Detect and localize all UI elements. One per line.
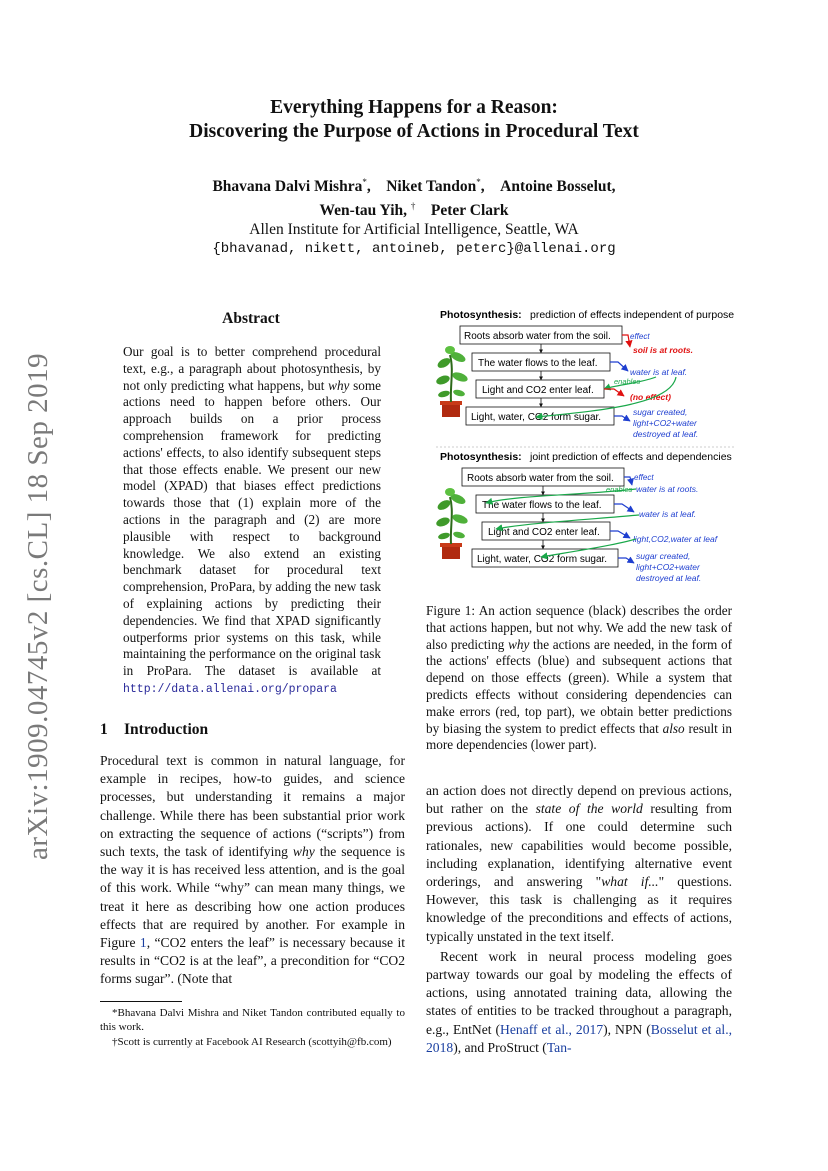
top-effect-label: effect bbox=[630, 332, 650, 341]
bottom-step-2: The water flows to the leaf. bbox=[482, 500, 602, 511]
top-effect-2: water is at leaf. bbox=[630, 367, 688, 377]
top-effect-4a: sugar created, bbox=[633, 407, 688, 417]
title-line-2: Discovering the Purpose of Actions in Procedural Text bbox=[189, 121, 639, 142]
top-step-4: Light, water, CO2 form sugar. bbox=[471, 412, 602, 423]
body-text: " questions. However, this task is challenging as it requires knowledge of the preconditions and effects of actions, typically unstated in the text itself. bbox=[426, 874, 733, 944]
top-step-1: Roots absorb water from the soil. bbox=[464, 331, 611, 342]
caption-text: the actions are needed, in the form of the actions' effects (blue) and subsequent actions that depend on those effects (green). While a system that predicts effects without considering dependencies can make errors (red, top part), we obtain better predictions by biasing the system to predict effects that bbox=[426, 636, 732, 736]
arxiv-identifier: arXiv:1909.04745v2 [cs.CL] 18 Sep 2019 bbox=[22, 352, 54, 860]
body-paragraph bbox=[426, 782, 732, 946]
figure-1-caption bbox=[426, 603, 732, 754]
bottom-effect-4b: light+CO2+water bbox=[636, 562, 700, 572]
footnote-equal-contribution: *Bhavana Dalvi Mishra and Niket Tandon contributed equally to this work. bbox=[100, 1007, 405, 1034]
figure-top-title-bold: Photosynthesis: bbox=[440, 309, 522, 321]
affiliation: Allen Institute for Artificial Intelligence, Seattle, WA bbox=[249, 221, 579, 239]
bottom-enables-label: enables bbox=[606, 485, 633, 494]
equal-contribution-mark: * bbox=[476, 177, 481, 187]
footnote-affiliation: †Scott is currently at Facebook AI Research (scottyih@fb.com) bbox=[112, 1035, 392, 1048]
top-step-3: Light and CO2 enter leaf. bbox=[482, 385, 594, 396]
plant-icon bbox=[436, 346, 469, 417]
bottom-effect-label: effect bbox=[634, 473, 654, 482]
top-effect-4b: light+CO2+water bbox=[633, 418, 697, 428]
top-enables-label: enables bbox=[614, 377, 641, 386]
top-step-2: The water flows to the leaf. bbox=[478, 358, 598, 369]
body-paragraph bbox=[426, 948, 732, 1057]
body-emphasis: what if... bbox=[601, 874, 659, 890]
author-emails: {bhavanad, nikett, antoineb, peterc}@allenai.org bbox=[212, 240, 616, 257]
abstract-text: some actions need to happen before others. Our approach builds on a prior process comprehension framework for predicting actions' effects, to also identify subsequent steps that those effects enable. We present our new model (XPAD) that biases effect predictions towards those that (1) explain more of the actions in the paragraph and (2) are more plausible with respect to background knowledge. We also extend an existing benchmark dataset for procedural text comprehension, ProPara, by adding the new task of explaining actions by predicting their dependencies. We find that XPAD significantly outperforms prior systems on this task, while maintaining the performance on the original task in ProPara. The dataset is available at bbox=[123, 377, 381, 679]
intro-paragraph-right bbox=[426, 782, 732, 1057]
affiliation-mark: † bbox=[410, 200, 416, 211]
author-block bbox=[0, 173, 828, 259]
caption-text: An action sequence (black) describes the order that actions happen, but not why. We add the new task of also predicting bbox=[426, 603, 732, 652]
body-text: ), NPN ( bbox=[603, 1021, 651, 1037]
body-text: the sequence is the way it is has received less attention, and is the goal of this work. While “why” can mean many things, we treat it here as describing how one action produces effects that are required by another. For example in Figure bbox=[100, 844, 405, 951]
bottom-step-4: Light, water, CO2 form sugar. bbox=[477, 554, 608, 565]
bottom-effect-3: light,CO2,water at leaf bbox=[633, 534, 718, 544]
figure-top-title: prediction of effects independent of purpose bbox=[530, 309, 735, 321]
body-text: resulting from previous actions). If one could determine such rationales, new capabilities would become possible, including explanation, identifying alternative event orderings, and answering " bbox=[426, 801, 732, 890]
body-text: , “CO2 enters the leaf” is necessary because it results in “CO2 is at the leaf”, a precondition for “CO2 forms sugar”. (Note that bbox=[100, 935, 406, 987]
title-line-1: Everything Happens for a Reason: bbox=[270, 97, 558, 118]
figure-bottom-title: joint prediction of effects and dependencies bbox=[530, 451, 732, 463]
citation-link[interactable]: Bosselut et al., 2018 bbox=[426, 1021, 732, 1055]
section-heading bbox=[100, 721, 208, 739]
figure-1 bbox=[436, 305, 736, 587]
author-name: Wen-tau Yih, bbox=[319, 201, 408, 219]
author-line-2 bbox=[0, 197, 828, 221]
abstract-heading: Abstract bbox=[222, 310, 280, 327]
figure-bottom-title-bold: Photosynthesis: bbox=[440, 451, 522, 463]
abstract-text: Our goal is to better comprehend procedural text, e.g., a paragraph about photosynthesis, by not only predicting what happens, but bbox=[123, 344, 381, 393]
caption-emphasis: also bbox=[662, 720, 685, 736]
author-line-1: Bhavana Dalvi Mishra*, Niket Tandon*, Antoine Bosselut, bbox=[212, 177, 616, 196]
body-text: Recent work in neural process modeling goes partway towards our goal by modeling the effects of actions, using annotated training data, allowing the states of entities to be tracked throughout a paragraph, e.g., EntNet ( bbox=[426, 948, 732, 1037]
footnote-rule bbox=[100, 1001, 182, 1002]
body-text: an action does not directly depend on previous actions, but rather on the bbox=[426, 783, 732, 817]
footnotes bbox=[100, 1006, 405, 1049]
bottom-step-3: Light and CO2 enter leaf. bbox=[488, 527, 600, 538]
bottom-effect-2: water is at leaf. bbox=[639, 509, 697, 519]
section-title: Introduction bbox=[124, 721, 209, 738]
paper-title bbox=[0, 96, 828, 144]
plant-icon bbox=[436, 488, 469, 559]
author-name: Niket Tandon bbox=[386, 178, 477, 196]
abstract-body bbox=[123, 344, 381, 699]
top-effect-1: soil is at roots. bbox=[633, 345, 693, 355]
figure-1-diagram bbox=[436, 305, 736, 587]
author-name: Bhavana Dalvi Mishra bbox=[212, 178, 363, 196]
abstract-emphasis: why bbox=[328, 377, 350, 393]
body-text: Procedural text is common in natural language, for example in recipes, how-to guides, and science processes, but understanding it remains a major challenge. While there has been substantial prior work on extracting the sequence of actions (“scripts”) from such texts, the task of identifying bbox=[100, 753, 405, 860]
figure-reference-link[interactable]: 1 bbox=[139, 935, 147, 951]
section-number: 1 bbox=[100, 721, 108, 738]
caption-text: result in more dependencies (lower part). bbox=[426, 720, 732, 753]
body-emphasis: state of the world bbox=[535, 801, 643, 817]
author-name: Peter Clark bbox=[430, 201, 509, 219]
author-name: Antoine Bosselut, bbox=[500, 178, 616, 196]
body-text: ), and ProStruct ( bbox=[453, 1039, 547, 1055]
citation-link[interactable]: Henaff et al., 2017 bbox=[500, 1021, 604, 1037]
bottom-effect-4c: destroyed at leaf. bbox=[636, 573, 702, 583]
dataset-link[interactable]: http://data.allenai.org/propara bbox=[123, 682, 337, 696]
intro-paragraph-left bbox=[100, 752, 405, 989]
bottom-effect-4a: sugar created, bbox=[636, 551, 691, 561]
body-emphasis: why bbox=[292, 844, 315, 860]
caption-emphasis: why bbox=[508, 636, 530, 652]
top-effect-4c: destroyed at leaf. bbox=[633, 429, 699, 439]
bottom-step-1: Roots absorb water from the soil. bbox=[467, 473, 614, 484]
citation-link[interactable]: Tan- bbox=[546, 1039, 572, 1055]
equal-contribution-mark: * bbox=[362, 177, 367, 187]
top-effect-3: (no effect) bbox=[630, 392, 671, 402]
caption-label: Figure 1: bbox=[426, 603, 476, 618]
bottom-effect-1: water is at roots. bbox=[636, 484, 699, 494]
